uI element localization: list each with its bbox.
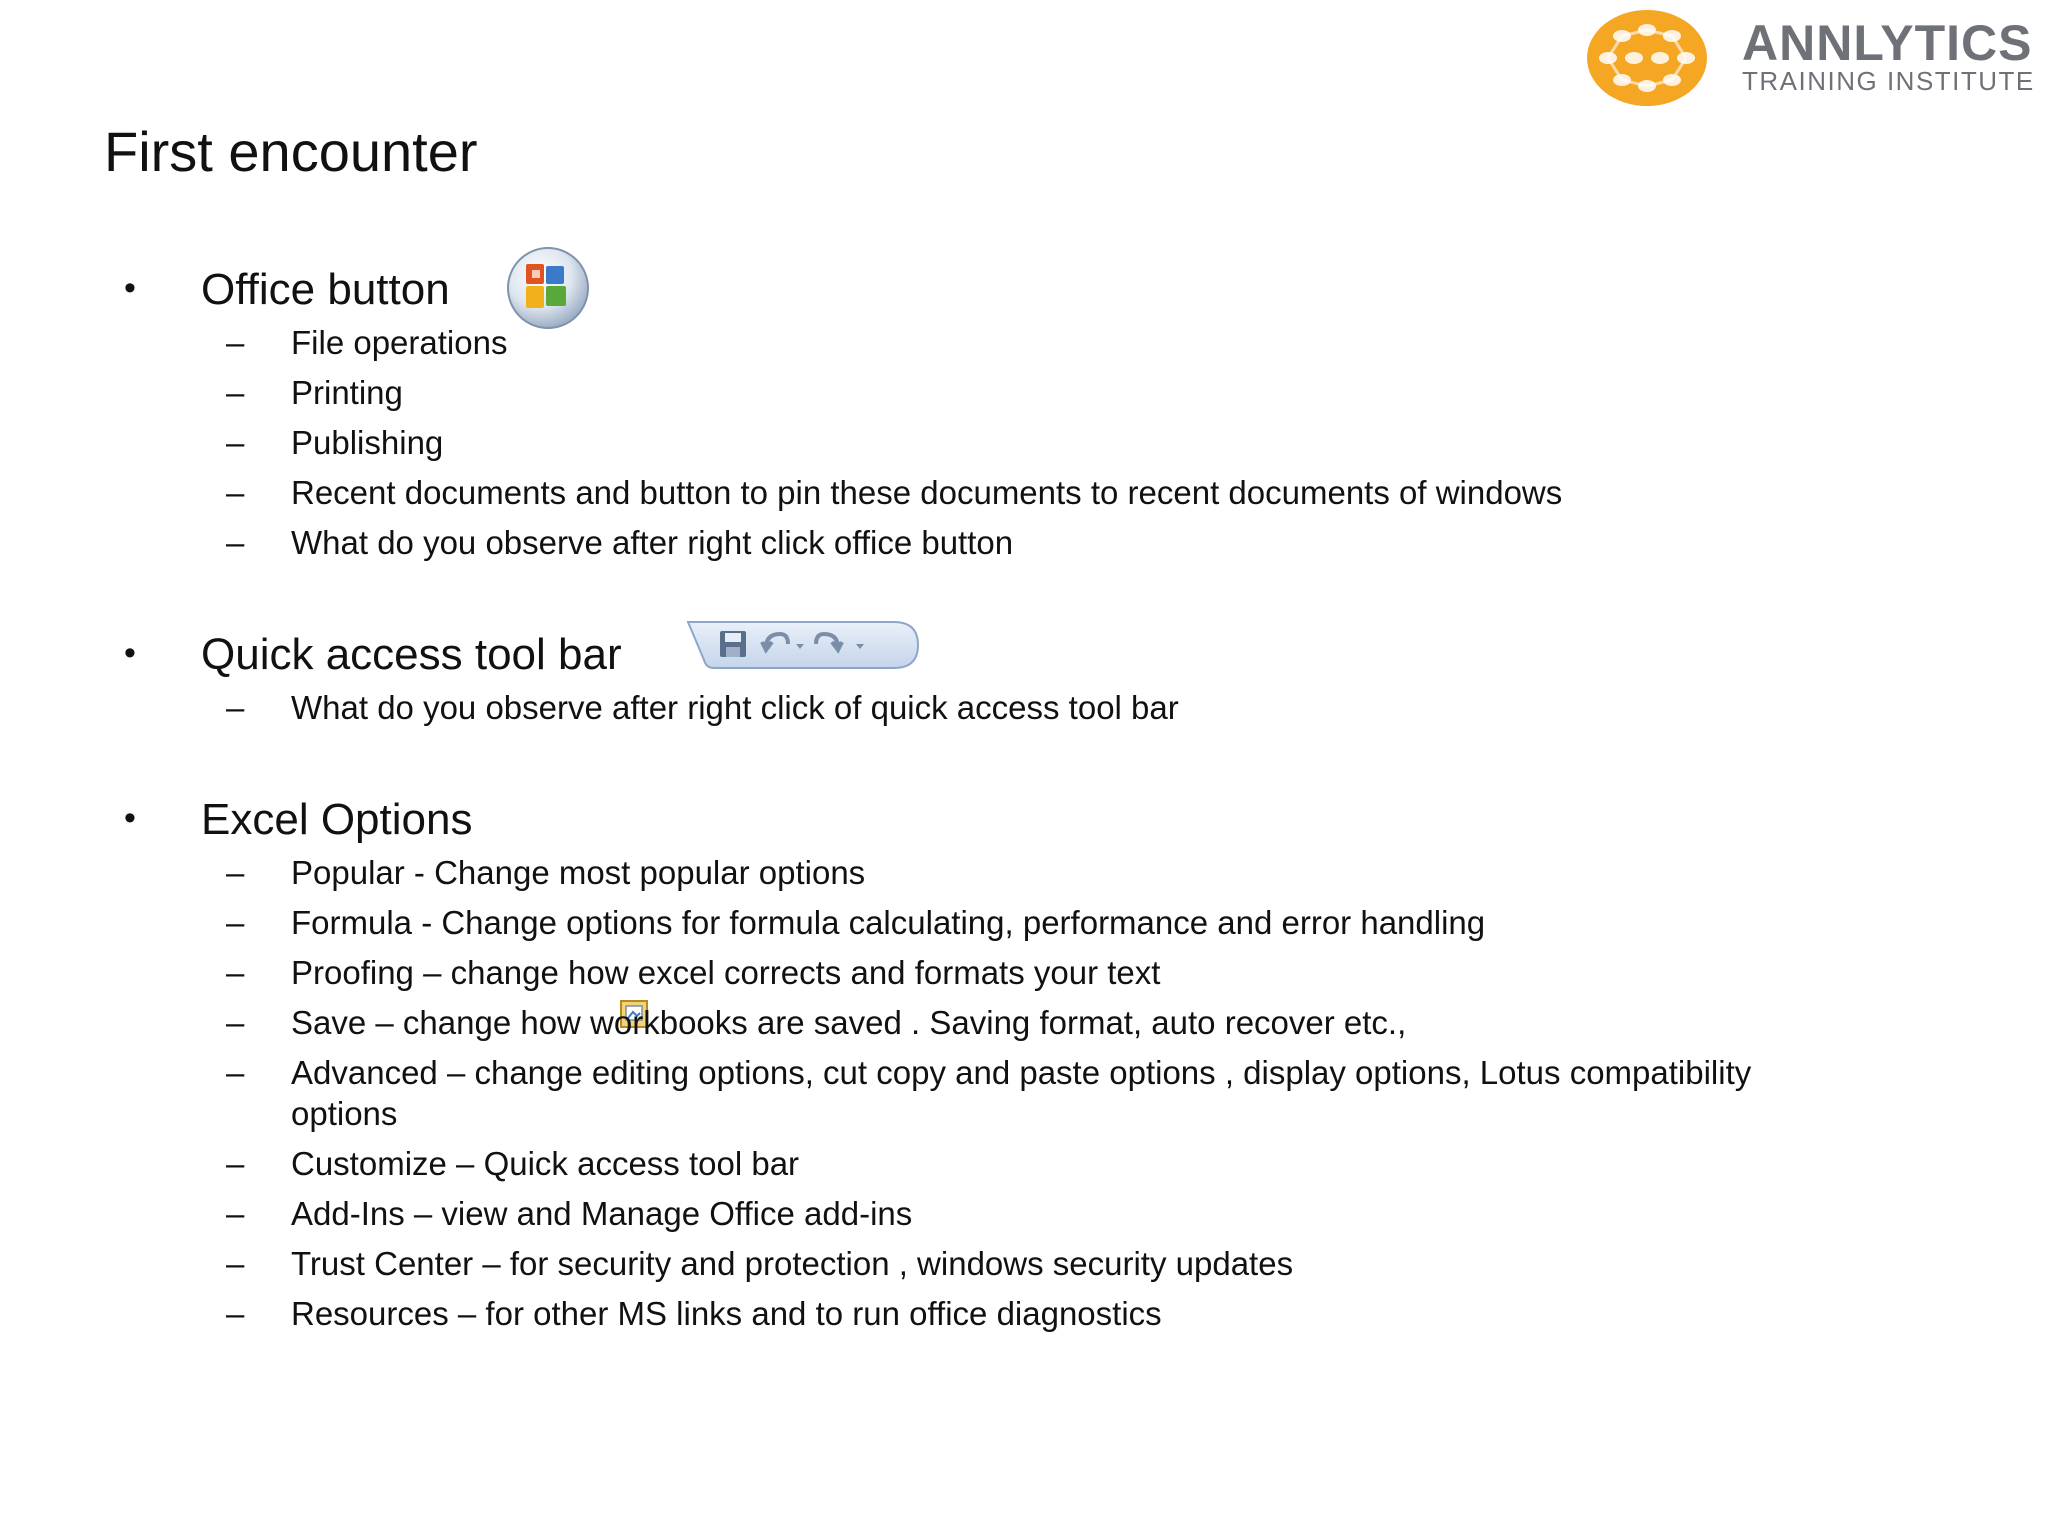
dash: – xyxy=(226,474,245,511)
dash: – xyxy=(226,524,245,561)
list-item: – Formula - Change options for formula calculating, performance and error handling xyxy=(226,904,1486,941)
list-item: – Save – change how workbooks are saved . Saving format, auto recover etc., xyxy=(226,1004,1407,1041)
section-heading: Office button xyxy=(201,265,450,314)
list-item: – Printing xyxy=(226,374,403,411)
brand-logo xyxy=(1586,8,2036,108)
section-quick-access-toolbar xyxy=(0,627,1900,737)
dash: – xyxy=(226,374,245,411)
list-item: – Popular - Change most popular options xyxy=(226,854,866,891)
list-item: – What do you observe after right click office button xyxy=(226,524,1014,561)
section-heading: Quick access tool bar xyxy=(201,630,622,679)
logo-tagline: TRAINING INSTITUTE xyxy=(1742,66,2035,96)
slide-title: First encounter xyxy=(104,120,478,183)
dash: – xyxy=(226,854,245,891)
section-excel-options xyxy=(0,792,1900,1343)
bullet: • xyxy=(124,799,136,837)
logo-dots-icon xyxy=(1586,8,1708,108)
dash: – xyxy=(226,689,245,726)
dash: – xyxy=(226,1004,245,1041)
dash: – xyxy=(226,1295,245,1332)
sub-item-list xyxy=(0,322,1900,563)
section-heading: Excel Options xyxy=(201,795,473,844)
dash: – xyxy=(226,904,245,941)
list-item: – Trust Center – for security and protection , windows security updates xyxy=(226,1245,1294,1282)
section-heading-row xyxy=(0,262,1900,322)
section-heading-row xyxy=(0,627,1900,687)
section-heading-row xyxy=(0,792,1900,852)
dash: – xyxy=(226,1245,245,1282)
logo-name: ANNLYTICS xyxy=(1742,15,2033,71)
list-item: – Advanced – change editing options, cut copy and paste options , display options, Lotus compatibility options xyxy=(226,1054,1752,1132)
sub-item-list xyxy=(0,852,1900,1334)
dash: – xyxy=(226,1054,245,1091)
bullet: • xyxy=(124,269,136,307)
dash: – xyxy=(226,1145,245,1182)
list-item: – Publishing xyxy=(226,424,444,461)
list-item: – Recent documents and button to pin these documents to recent documents of windows xyxy=(226,474,1563,511)
dash: – xyxy=(226,954,245,991)
list-item: – Add-Ins – view and Manage Office add-ins xyxy=(226,1195,913,1232)
section-office-button xyxy=(0,262,1900,572)
list-item: – File operations xyxy=(226,324,508,361)
list-item: – Resources – for other MS links and to run office diagnostics xyxy=(226,1295,1162,1332)
list-item: – Customize – Quick access tool bar xyxy=(226,1145,800,1182)
list-item: – Proofing – change how excel corrects and formats your text xyxy=(226,954,1161,991)
list-item: – What do you observe after right click of quick access tool bar xyxy=(226,689,1179,726)
sub-item-list xyxy=(0,687,1900,728)
dash: – xyxy=(226,1195,245,1232)
dash: – xyxy=(226,424,245,461)
bullet: • xyxy=(124,634,136,672)
dash: – xyxy=(226,324,245,361)
